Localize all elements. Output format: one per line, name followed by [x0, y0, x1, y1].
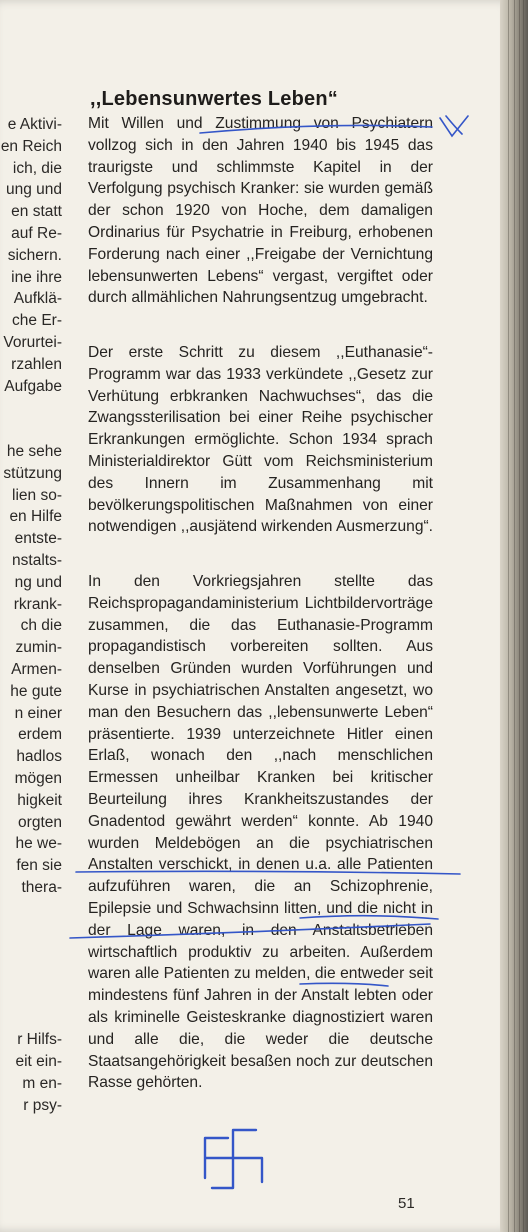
column-fragment: en statt: [11, 203, 62, 221]
column-fragment: mögen: [14, 769, 62, 787]
column-fragment: rkrank-: [13, 595, 62, 613]
column-fragment: stützung: [3, 464, 62, 482]
column-fragment: he sehe: [6, 442, 62, 460]
column-fragment: en Hilfe: [9, 508, 62, 526]
column-fragment: ch die: [20, 617, 62, 635]
column-fragment: [0, 397, 62, 419]
column-fragment: [0, 964, 62, 986]
article-paragraph-2: [88, 342, 433, 538]
column-fragment: [0, 419, 62, 441]
page-edge: [500, 0, 528, 1232]
column-fragment: lien so-: [12, 486, 62, 504]
paragraph-text: Mit Willen und Zustimmung von Psychiatern vollzog sich in den Jahren 1940 bis 1945 das traurigste und schlimmste Kapitel in der Verfolgung psychisch Kranker: sie wurden gemäß der schon 1920 von Hoche, dem damaligen Ordinarius für Psychatrie in Freiburg, erhobenen Forderung nach einer ,,Freigabe der Vernichtung lebensunwerten Lebens“ vergast, vergiftet oder durch allmählichen Nahrungsentzug umgebracht.: [88, 115, 433, 307]
paragraph-text: Der erste Schritt zu diesem ,,Euthanasie“-Programm war das 1933 verkündete ,,Gesetz zur Verhütung erbkranken Nachwuchses“, das die Zwangssterilisation bei einer Reihe psychischer Erkrankungen ermöglichte. Schon 1934 sprach Ministerialdirektor Gütt vom Reichsministerium des Innern im Zusammenhang mit bevölkerungspolitischen Maßnahmen von einer notwendigen ,,ausjätend wirkenden Ausmerzung“.: [88, 344, 434, 536]
column-fragment: e Aktivi-: [7, 116, 62, 133]
article-paragraph-1: [88, 113, 433, 309]
column-fragment: eit ein-: [15, 1053, 62, 1071]
column-fragment: n einer: [14, 704, 62, 722]
column-fragment: entste-: [14, 530, 62, 548]
column-fragment: [0, 920, 62, 942]
column-fragment: sichern.: [7, 246, 62, 264]
column-fragment: [0, 1008, 62, 1030]
column-fragment: ung und: [5, 181, 62, 199]
article-title: ,,Lebensunwertes Leben“: [90, 88, 338, 110]
column-fragment: zumin-: [15, 639, 62, 657]
article-paragraph-3: [88, 571, 433, 1094]
column-fragment: rzahlen: [11, 355, 62, 373]
column-fragment: ng und: [14, 573, 62, 591]
column-fragment: ine ihre: [11, 268, 62, 286]
column-fragment: nstalts-: [12, 551, 62, 569]
column-fragment: he gute: [10, 682, 62, 700]
column-fragment: erdem: [18, 726, 62, 744]
column-fragment: r Hilfs-: [17, 1031, 62, 1049]
column-fragment: orgten: [18, 813, 62, 831]
column-fragment: hadlos: [16, 748, 62, 766]
page-number: 51: [398, 1195, 415, 1212]
column-fragment: Armen-: [11, 660, 62, 678]
paragraph-text: In den Vorkriegsjahren stellte das Reichspropagandaministerium Lichtbildervorträge zusammen, die das Euthanasie-Programm propagandistisch vorbereiten sollten. Aus denselben Gründen wurden Vorführungen und Kurse in psychiatrischen Anstalten angesetzt, wo man den Besuchern das ,,lebensunwerte Leben“ präsentierte. 1939 unterzeichnete Hitler einen Erlaß, wonach den ,,nach menschlichen Ermessen unheilbar Kranken bei kritischer Beurteilung ihres Krankheitszustandes der Gnadentod gewährt werden“ konnte. Ab 1940 wurden Meldebögen an die psychiatrischen Anstalten verschickt, in denen u.a. alle Patienten aufzuführen waren, die an Schizophrenie, Epilepsie und Schwachsinn litten, und die nicht in der Lage waren, in den Anstaltsbetrieben wirtschaftlich produktiv zu arbeiten. Außerdem waren alle Patienten zu melden, die entweder seit mindestens fünf Jahren in der Anstalt lebten oder als kriminelle Geisteskranke diagnostiziert waren und alle die, die weder die deutsche Staatsangehörigkeit besaßen noch zur deutschen Rasse gehörten.: [88, 573, 433, 1092]
column-fragment: thera-: [21, 878, 62, 896]
column-fragment: fen sie: [16, 857, 62, 875]
column-fragment: r psy-: [23, 1096, 62, 1114]
column-fragment: Vorurtei-: [3, 333, 62, 351]
column-fragment: Aufklä-: [13, 290, 62, 308]
column-fragment: m en-: [22, 1075, 62, 1093]
column-fragment: en Reich: [0, 137, 62, 155]
column-fragment: auf Re-: [11, 224, 62, 242]
column-fragment: [0, 986, 62, 1008]
column-fragment: che Er-: [12, 312, 62, 330]
column-fragment: ich, die: [12, 159, 62, 177]
column-fragment: [0, 942, 62, 964]
column-fragment: [0, 899, 62, 921]
column-fragment: he we-: [15, 835, 62, 853]
column-fragment: higkeit: [17, 791, 62, 809]
previous-column-fragments: [0, 114, 62, 1117]
column-fragment: Aufgabe: [4, 377, 62, 395]
